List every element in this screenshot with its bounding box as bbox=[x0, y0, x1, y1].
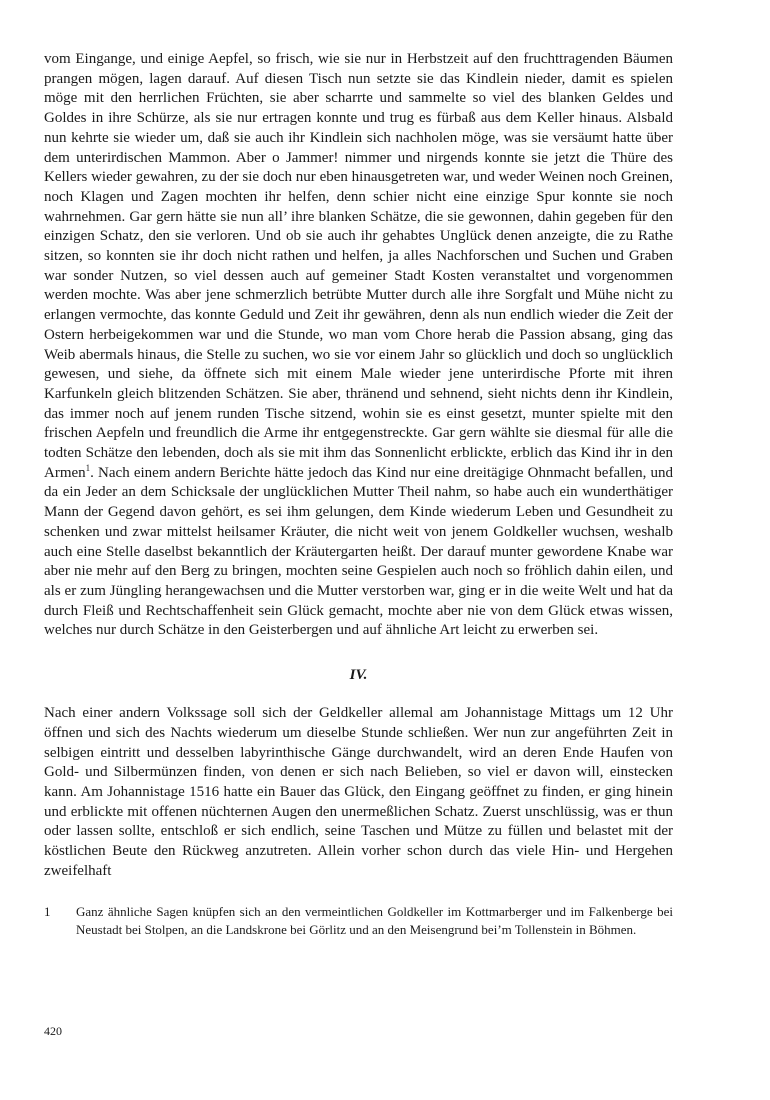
footnote-text: Ganz ähnliche Sagen knüpfen sich an den vermeintlichen Goldkeller im Kottmarberger und im Falkenberge bei Neustadt bei Stolpen, an die Landskrone bei Görlitz und an den Meisengrund bei’m Tollenstein in Böhmen. bbox=[76, 904, 673, 937]
footnote bbox=[44, 903, 673, 938]
footnote-number: 1 bbox=[44, 904, 51, 920]
paragraph-1 bbox=[44, 50, 673, 641]
paragraph-1-text-a: vom Eingange, und einige Aepfel, so frisch, wie sie nur in Herbstzeit auf den fruchttragenden Bäumen prangen mögen, lagen darauf. Auf diesen Tisch nun setzte sie das Kindlein nieder, damit es spielen möge mit den herrlichen Früchten, sie aber scharrte und sammelte so viel des blanken Geldes und Goldes in ihre Schürze, als sie nur ertragen konnte und trug es fürbaß aus dem Keller hinaus. Alsbald nun kehrte sie wieder um, daß sie auch ihr Kindlein sich nachholen möge, was sie versäumt hatte über dem unterirdischen Mammon. Aber o Jammer! nimmer und nirgends konnte sie jetzt die Thüre des Kellers wieder gewahren, zu der sie doch nur eben hinausgetreten war, und weder Weinen noch Greinen, noch Klagen und Zagen mochten ihr helfen, denn schier nicht eine einzige Spur konnte sie noch wahrnehmen. Gar gern hätte sie nun all’ ihre blanken Schätze, die sie gewonnen, dahin gegeben für den einzigen Schatz, den sie verloren. Und ob sie auch ihr gehabtes Unglück denen anzeigte, die zu Rathe sitzen, so konnten sie ihr doch nicht rathen und helfen, ja alles Nachforschen und Suchen und Graben war sonder Nutzen, so viel dessen auch auf gemeiner Stadt Kosten veranstaltet und vorgenommen werden mochte. Was aber jene schmerzlich betrübte Mutter durch alle ihre Sorgfalt und Mühe nicht zu erlangen vermochte, das konnte Geduld und Zeit ihr gewähren, denn als nun endlich wieder die Zeit der Ostern herbeigekommen war und die Stunde, wo man vom Chore herab die Passion absang, ging das Weib abermals hinaus, die Stelle zu suchen, wo sie vor einem Jahr so glücklich und doch so unglücklich gewesen, und siehe, da öffnete sich mit einem Male wieder jene unterirdische Pforte mit ihren Karfunkeln gleich blitzenden Schätzen. Sie aber, thränend und sehnend, sieht nichts denn ihr Kindlein, das immer noch auf jenem runden Tische sitzend, wohin sie es einst gesetzt, munter spielte mit den frischen Aepfeln und freundlich die Arme ihr entgegenstreckte. Gar gern wählte sie diesmal für alle die todten Schätze den lebenden, doch als sie mit ihm das Sonnenlicht erblickte, erblich das Kind ihr in den Armen bbox=[44, 51, 673, 481]
page-number: 420 bbox=[44, 1024, 62, 1038]
section-heading: IV. bbox=[349, 667, 368, 684]
footnote-marker[interactable]: 1 bbox=[85, 462, 91, 473]
page-content bbox=[44, 50, 673, 938]
paragraph-1-text-b: . Nach einem andern Berichte hätte jedoch das Kind nur eine dreitägige Ohnmacht befallen, und da ein Jeder an dem Schicksale der unglücklichen Mutter Theil nahm, so habe auch ein wunderthätiger Mann der Gegend davon gehört, es sei ihm gelungen, dem Kinde wiederum Leben und Gesundheit zu schenken und zwar mittelst heilsamer Kräuter, die nicht weit von jenem Goldkeller wuchsen, weshalb auch eine Stelle daselbst bekanntlich der Kräutergarten heißt. Der darauf munter gewordene Knabe war aber nie mehr auf den Berg zu bringen, mochten seine Gespielen auch noch so fröhlich dahin eilen, und als er zum Jüngling herangewachsen und die Mutter verstorben war, ging er in die weite Welt und hat da durch Fleiß und Rechtschaffenheit sein Glück gemacht, mochte aber nie von dem Glück etwas wissen, welches nur durch Schätze in den Geisterbergen und auf ähnliche Art leicht zu erwerben sei. bbox=[44, 464, 673, 639]
paragraph-2: Nach einer andern Volkssage soll sich der Geldkeller allemal am Johannistage Mittags um 12 Uhr öffnen und sich des Nachts wiederum um dieselbe Stunde schließen. Wer nun zur angeführten Zeit in selbigen eintritt und desselben labyrinthische Gänge durchwandelt, wird an deren Ende Haufen von Gold- und Silbermünzen finden, von denen er sich nach Belieben, so viel er davon will, einstecken kann. Am Johannistage 1516 hatte ein Bauer das Glück, den Eingang geöffnet zu finden, er ging hinein und erblickte mit offenen nüchternen Augen den unermeßlichen Schatz. Zuerst unschlüssig, was er thun oder lassen sollte, entschloß er sich endlich, seine Taschen und Mütze zu füllen und belastet mit der köstlichen Beute den Rückweg anzutreten. Allein vorher schon durch das viele Hin- und Hergehen zweifelhaft bbox=[44, 705, 673, 879]
